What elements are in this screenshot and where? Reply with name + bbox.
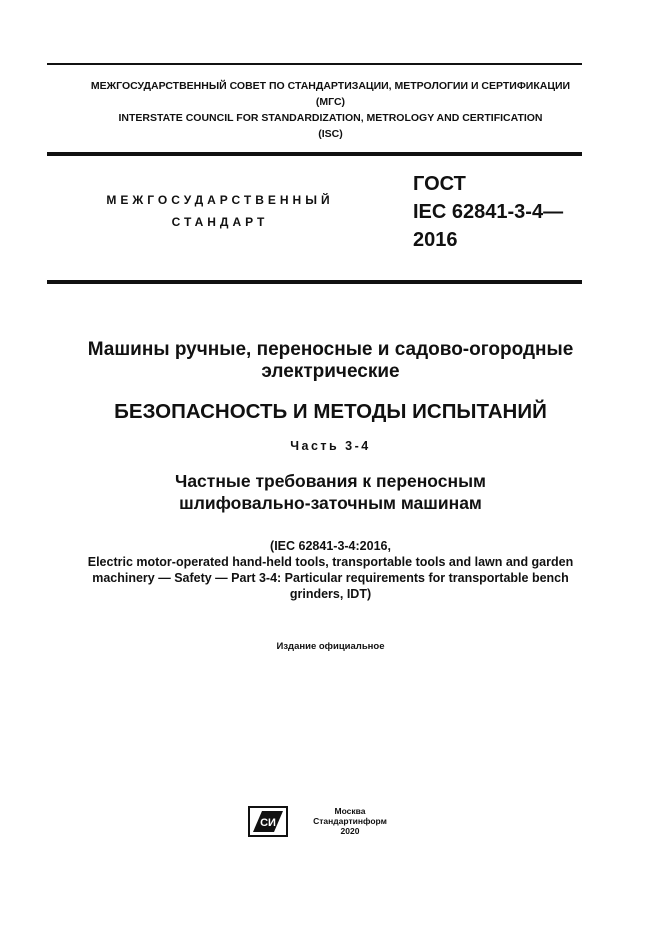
title-line2: электрические [261, 361, 400, 382]
top-rule [47, 63, 582, 65]
subtitle-block [0, 470, 661, 514]
interstate-label-line2: СТАНДАРТ [171, 215, 269, 229]
part-label: Часть 3-4 [290, 439, 371, 453]
iec-reference [0, 538, 661, 602]
subtitle-line2: шлифовально-заточным машинам [179, 493, 482, 513]
council-en-name: INTERSTATE COUNCIL FOR STANDARDIZATION, METROLOGY AND CERTIFICATION [118, 112, 543, 124]
gost-designation [413, 170, 563, 254]
designation-rule [47, 280, 582, 284]
main-title: БЕЗОПАСНОСТЬ И МЕТОДЫ ИСПЫТАНИЙ [114, 400, 547, 423]
title-block [0, 339, 661, 383]
council-ru-abbr: (МГС) [315, 96, 346, 108]
council-en-abbr: (ISC) [318, 128, 343, 140]
reference-line2: Electric motor-operated hand-held tools, transportable tools and lawn and garden [87, 555, 574, 569]
reference-line4: grinders, IDT) [289, 587, 372, 601]
publisher-city: Москва [334, 806, 366, 816]
publisher-name: Стандартинформ [313, 816, 387, 826]
interstate-label-line1: МЕЖГОСУДАРСТВЕННЫЙ [106, 193, 334, 207]
council-ru [0, 78, 661, 110]
gost-number: IEC 62841-3-4— [413, 201, 564, 223]
gost-year: 2016 [413, 229, 458, 251]
header-rule [47, 152, 582, 156]
interstate-standard-label [90, 189, 350, 233]
standartinform-logo-icon [248, 806, 288, 837]
publisher-year: 2020 [340, 826, 360, 836]
logo-text: СИ [260, 817, 276, 829]
council-en [0, 110, 661, 142]
official-edition: Издание официальное [276, 641, 385, 652]
subtitle-line1: Частные требования к переносным [175, 471, 486, 491]
gost-label: ГОСТ [413, 173, 466, 195]
title-line1: Машины ручные, переносные и садово-огородные [87, 339, 574, 360]
reference-line1: (IEC 62841-3-4:2016, [270, 539, 391, 553]
reference-line3: machinery — Safety — Part 3-4: Particular requirements for transportable bench [92, 571, 569, 585]
publisher-block [300, 806, 400, 836]
council-ru-name: МЕЖГОСУДАРСТВЕННЫЙ СОВЕТ ПО СТАНДАРТИЗАЦИИ, МЕТРОЛОГИИ И СЕРТИФИКАЦИИ [90, 80, 571, 92]
